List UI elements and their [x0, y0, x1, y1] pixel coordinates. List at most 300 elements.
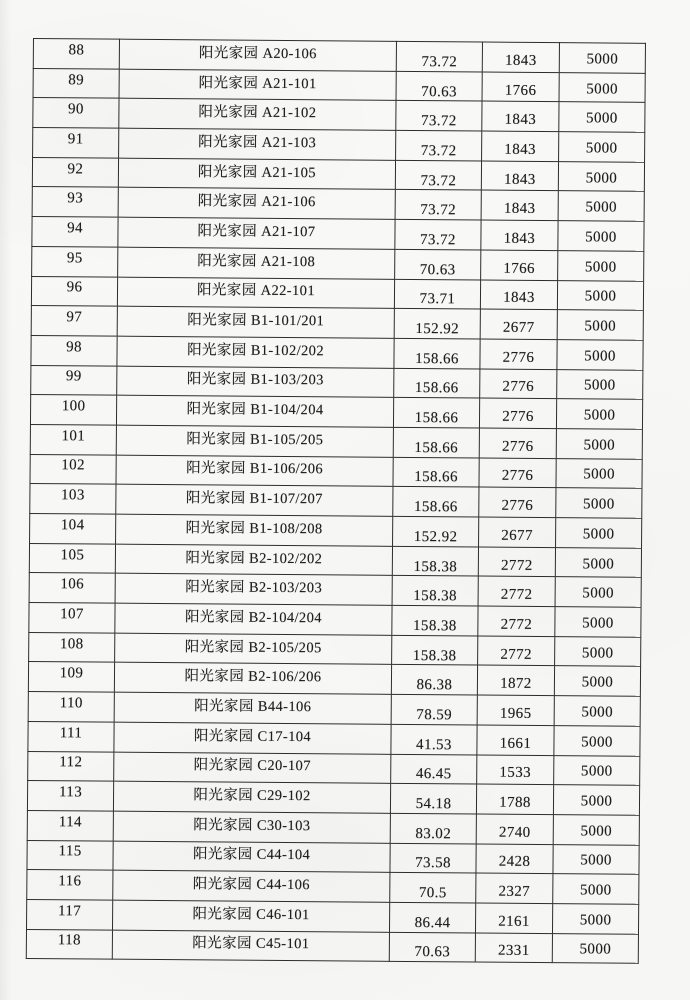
amount-value-cell — [553, 874, 639, 904]
price-value-cell-text: 1872 — [500, 675, 532, 693]
unit-name-cell — [116, 455, 393, 487]
row-number-cell — [29, 543, 115, 573]
price-value-cell — [482, 131, 559, 161]
row-number-cell — [30, 513, 116, 543]
table-row — [27, 870, 639, 904]
amount-value-cell-text: 5000 — [584, 258, 617, 276]
row-number-cell-text: 111 — [59, 724, 83, 742]
price-value-cell — [476, 814, 553, 844]
amount-value-cell-text: 5000 — [581, 733, 613, 751]
unit-name-cell — [119, 69, 396, 101]
amount-value-cell-text: 5000 — [579, 941, 612, 959]
area-value-cell — [396, 41, 482, 71]
row-number-cell-text: 89 — [68, 71, 85, 88]
price-value-cell — [479, 458, 556, 488]
amount-value-cell-text: 5000 — [580, 793, 613, 810]
area-value-cell-text: 73.72 — [420, 113, 457, 130]
area-value-cell-text: 41.53 — [416, 736, 452, 753]
amount-value-cell-text: 5000 — [585, 199, 618, 216]
area-value-cell-text: 70.63 — [421, 83, 458, 100]
area-value-cell — [392, 605, 478, 635]
table-row — [31, 335, 643, 369]
amount-value-cell-text: 5000 — [579, 912, 612, 929]
table-row — [31, 306, 643, 340]
amount-value-cell — [559, 43, 645, 73]
table-row — [27, 781, 639, 815]
area-value-cell-text: 158.66 — [414, 469, 458, 486]
price-value-cell — [478, 636, 555, 666]
amount-value-cell-text: 5000 — [582, 615, 614, 632]
area-value-cell-text: 73.58 — [415, 855, 451, 872]
row-number-cell — [32, 246, 118, 276]
price-value-cell — [481, 161, 558, 191]
area-value-cell — [392, 546, 478, 576]
unit-name-cell-text: 阳光家园 B2-106/206 — [184, 668, 322, 686]
unit-name-cell — [113, 841, 390, 873]
unit-name-cell-text: 阳光家园 C44-104 — [192, 846, 311, 864]
row-number-cell-text: 117 — [58, 903, 82, 920]
amount-value-cell — [557, 369, 643, 399]
area-value-cell — [393, 398, 479, 428]
price-value-cell — [475, 903, 552, 933]
area-value-cell-text: 73.72 — [419, 232, 456, 249]
amount-value-cell-text: 5000 — [584, 348, 616, 365]
unit-name-cell-text: 阳光家园 B2-103/203 — [185, 579, 323, 597]
row-number-cell — [29, 573, 115, 603]
price-value-cell — [477, 755, 554, 785]
area-value-cell-text: 86.44 — [414, 914, 451, 932]
area-value-cell-text: 78.59 — [416, 707, 453, 724]
amount-value-cell — [556, 488, 642, 518]
area-value-cell — [393, 487, 479, 517]
amount-value-cell — [554, 725, 640, 755]
area-value-cell — [395, 160, 481, 190]
row-number-cell — [33, 128, 119, 158]
area-value-cell-text: 46.45 — [415, 766, 452, 783]
unit-name-cell-text: 阳光家园 B2-102/202 — [185, 549, 323, 567]
row-number-cell-text: 100 — [61, 398, 86, 415]
price-value-cell-text: 2772 — [500, 557, 533, 574]
unit-name-cell-text: 阳光家园 B1-103/203 — [186, 371, 324, 389]
row-number-cell — [30, 395, 116, 425]
area-value-cell — [391, 724, 477, 754]
amount-value-cell — [556, 458, 642, 488]
unit-name-cell — [117, 277, 394, 309]
row-number-cell — [28, 662, 114, 692]
unit-name-cell-text: 阳光家园 A21-106 — [197, 193, 316, 211]
amount-value-cell-text: 5000 — [585, 140, 618, 157]
price-value-cell — [479, 398, 556, 428]
row-number-cell — [33, 68, 119, 98]
row-number-cell — [27, 870, 113, 900]
price-value-cell — [476, 844, 553, 874]
amount-value-cell-text: 5000 — [583, 437, 616, 454]
row-number-cell-text: 101 — [61, 428, 86, 445]
amount-value-cell-text: 5000 — [582, 496, 615, 513]
price-value-cell-text: 1843 — [504, 111, 537, 129]
unit-name-cell-text: 阳光家园 B1-108/208 — [185, 520, 323, 538]
unit-name-cell — [117, 366, 394, 398]
area-value-cell — [396, 101, 482, 131]
row-number-cell — [28, 721, 114, 751]
unit-name-cell — [116, 425, 393, 457]
row-number-cell — [28, 751, 114, 781]
amount-value-cell-text: 5000 — [583, 377, 616, 394]
area-value-cell-text: 73.72 — [420, 172, 457, 189]
row-number-cell-text: 99 — [65, 368, 82, 385]
price-value-cell-text: 2776 — [501, 438, 534, 455]
row-number-cell — [33, 39, 119, 69]
table-row — [30, 513, 642, 547]
amount-value-cell — [555, 607, 641, 637]
area-value-cell — [394, 368, 480, 398]
price-value-cell — [477, 695, 554, 725]
row-number-cell — [30, 424, 116, 454]
table-row — [28, 721, 640, 755]
table-row — [33, 98, 645, 132]
amount-value-cell — [559, 102, 645, 132]
amount-value-cell — [553, 844, 639, 874]
row-number-cell — [27, 781, 113, 811]
amount-value-cell — [554, 696, 640, 726]
amount-value-cell-text: 5000 — [585, 229, 617, 246]
unit-name-cell — [118, 188, 395, 220]
unit-name-cell — [114, 663, 391, 695]
amount-value-cell-text: 5000 — [584, 288, 617, 305]
row-number-cell-text: 94 — [67, 220, 83, 237]
unit-name-cell-text: 阳光家园 B1-107/207 — [185, 490, 323, 508]
unit-name-cell — [117, 336, 394, 368]
price-value-cell — [482, 101, 559, 131]
area-value-cell-text: 158.38 — [413, 588, 458, 605]
row-number-cell — [30, 484, 116, 514]
row-number-cell-text: 113 — [58, 784, 83, 801]
amount-value-cell — [555, 636, 641, 666]
table-row — [33, 128, 645, 162]
row-number-cell — [29, 603, 115, 633]
unit-name-cell — [118, 247, 395, 279]
unit-name-cell-text: 阳光家园 C20-107 — [193, 757, 311, 775]
area-value-cell — [394, 338, 480, 368]
amount-value-cell — [552, 933, 638, 963]
area-value-cell-text: 158.66 — [414, 410, 459, 427]
table-row — [29, 603, 641, 637]
amount-value-cell-text: 5000 — [581, 644, 614, 662]
amount-value-cell-text: 5000 — [586, 110, 618, 127]
area-value-cell — [389, 902, 475, 932]
price-value-cell-text: 1843 — [504, 52, 537, 69]
area-value-cell-text: 158.38 — [413, 558, 458, 575]
area-value-cell — [390, 813, 476, 843]
row-number-cell-text: 107 — [60, 606, 84, 623]
price-value-cell-text: 2772 — [500, 586, 533, 604]
amount-value-cell — [556, 429, 642, 459]
unit-price-table — [26, 38, 646, 964]
unit-name-cell — [115, 574, 392, 606]
area-value-cell — [392, 576, 478, 606]
area-value-cell-text: 158.38 — [413, 617, 457, 635]
unit-name-cell — [118, 158, 395, 190]
unit-name-cell-text: 阳光家园 C30-103 — [193, 817, 311, 834]
price-value-cell — [479, 428, 556, 458]
amount-value-cell — [558, 250, 644, 280]
amount-value-cell-text: 5000 — [584, 318, 617, 335]
unit-name-cell-text: 阳光家园 C29-102 — [193, 787, 311, 805]
unit-name-cell — [118, 217, 395, 249]
amount-value-cell-text: 5000 — [580, 852, 612, 869]
unit-name-cell — [113, 870, 390, 902]
row-number-cell — [28, 692, 114, 722]
unit-name-cell-text: 阳光家园 C46-101 — [192, 906, 310, 923]
unit-name-cell-text: 阳光家园 B1-106/206 — [186, 460, 324, 478]
area-value-cell-text: 158.66 — [415, 350, 459, 368]
table-row — [32, 157, 644, 191]
row-number-cell-text: 115 — [58, 843, 82, 860]
price-value-cell-text: 1766 — [504, 82, 537, 99]
price-value-cell — [478, 576, 555, 606]
unit-name-cell-text: 阳光家园 A20-106 — [198, 45, 317, 63]
price-value-cell-text: 1766 — [503, 260, 536, 277]
amount-value-cell — [552, 904, 638, 934]
unit-name-cell — [116, 484, 393, 516]
price-value-cell — [480, 339, 557, 369]
amount-value-cell — [557, 340, 643, 370]
area-value-cell — [389, 932, 475, 962]
price-value-cell-text: 1843 — [504, 141, 536, 158]
unit-name-cell-text: 阳光家园 A21-101 — [198, 74, 317, 92]
area-value-cell — [395, 190, 481, 220]
table-row — [26, 929, 638, 963]
row-number-cell-text: 112 — [59, 754, 83, 771]
price-value-cell-text: 2161 — [498, 913, 530, 930]
unit-name-cell — [115, 633, 392, 665]
table-row — [30, 424, 642, 458]
table-row — [29, 543, 641, 577]
area-value-cell — [396, 130, 482, 160]
table-row — [27, 810, 639, 844]
amount-value-cell-text: 5000 — [580, 763, 613, 780]
price-value-cell — [476, 873, 553, 903]
unit-name-cell-text: 阳光家园 A21-108 — [197, 252, 316, 270]
area-value-cell-text: 70.63 — [419, 261, 456, 278]
table-row — [28, 751, 640, 785]
row-number-cell-text: 102 — [61, 457, 86, 474]
unit-name-cell-text: 阳光家园 A21-107 — [197, 223, 316, 241]
unit-name-cell — [115, 544, 392, 576]
amount-value-cell — [556, 399, 642, 429]
unit-name-cell-text: 阳光家园 C44-106 — [192, 876, 311, 894]
table-row — [30, 395, 642, 429]
price-value-cell-text: 1965 — [499, 705, 532, 722]
amount-value-cell — [558, 191, 644, 221]
amount-value-cell-text: 5000 — [583, 466, 615, 484]
row-number-cell-text: 110 — [59, 695, 83, 712]
unit-name-cell — [113, 781, 390, 813]
area-value-cell — [391, 754, 477, 784]
unit-name-cell-text: 阳光家园 B1-101/201 — [187, 312, 325, 330]
row-number-cell-text: 114 — [58, 813, 82, 831]
area-value-cell — [395, 219, 481, 249]
unit-name-cell-text: 阳光家园 A22-101 — [196, 282, 316, 300]
amount-value-cell-text: 5000 — [581, 704, 614, 721]
row-number-cell-text: 95 — [66, 249, 83, 267]
table-row — [32, 187, 644, 221]
price-value-cell — [476, 784, 553, 814]
unit-name-cell-text: 阳光家园 C45-101 — [192, 935, 310, 953]
row-number-cell — [26, 929, 112, 959]
price-value-cell-text: 1843 — [503, 230, 536, 247]
row-number-cell-text: 104 — [60, 517, 85, 534]
unit-name-cell — [116, 395, 393, 427]
area-value-cell — [393, 516, 479, 546]
amount-value-cell-text: 5000 — [583, 407, 616, 424]
price-value-cell-text: 1843 — [503, 290, 535, 307]
unit-name-cell-text: 阳光家园 B1-104/204 — [186, 401, 324, 419]
price-value-cell — [482, 72, 559, 102]
price-value-cell-text: 2776 — [502, 349, 535, 366]
amount-value-cell-text: 5000 — [586, 51, 619, 68]
amount-value-cell-text: 5000 — [582, 585, 615, 602]
price-value-cell-text: 2327 — [498, 883, 531, 901]
unit-name-cell — [119, 39, 396, 71]
area-value-cell — [391, 694, 477, 724]
row-number-cell-text: 105 — [60, 546, 85, 563]
amount-value-cell — [555, 577, 641, 607]
row-number-cell-text: 118 — [57, 932, 82, 949]
table-row — [28, 692, 640, 726]
area-value-cell — [393, 457, 479, 487]
row-number-cell-text: 88 — [68, 42, 85, 59]
price-value-cell-text: 1661 — [499, 735, 532, 752]
area-value-cell — [392, 635, 478, 665]
table-row — [33, 68, 645, 102]
area-value-cell — [390, 843, 476, 873]
area-value-cell — [391, 665, 477, 695]
row-number-cell-text: 97 — [66, 309, 83, 326]
price-value-cell — [478, 606, 555, 636]
row-number-cell — [29, 632, 115, 662]
area-value-cell — [390, 784, 476, 814]
row-number-cell-text: 108 — [59, 635, 84, 653]
price-value-cell-text: 2740 — [498, 824, 531, 841]
row-number-cell — [31, 276, 117, 306]
table-row — [32, 246, 644, 280]
area-value-cell-text: 158.38 — [412, 647, 457, 664]
area-value-cell-text: 73.72 — [421, 53, 458, 71]
table-row — [30, 484, 642, 518]
area-value-cell-text: 73.71 — [419, 291, 456, 308]
unit-name-cell — [116, 514, 393, 546]
price-value-cell-text: 2677 — [501, 527, 533, 544]
unit-name-cell-text: 阳光家园 A21-102 — [198, 104, 317, 122]
area-value-cell — [393, 427, 479, 457]
price-value-cell-text: 2776 — [501, 468, 534, 485]
price-value-cell-text: 2772 — [500, 616, 533, 633]
area-value-cell — [394, 279, 480, 309]
unit-name-cell-text: 阳光家园 C17-104 — [193, 727, 312, 745]
unit-name-cell-text: 阳光家园 A21-105 — [197, 163, 316, 181]
row-number-cell-text: 90 — [67, 101, 84, 118]
row-number-cell — [27, 840, 113, 870]
price-value-cell — [477, 725, 554, 755]
row-number-cell — [30, 454, 116, 484]
price-value-cell — [482, 42, 559, 72]
unit-name-cell — [114, 752, 391, 784]
price-value-cell — [481, 250, 558, 280]
amount-value-cell — [557, 310, 643, 340]
row-number-cell — [31, 306, 117, 336]
area-value-cell-text: 152.92 — [415, 321, 460, 338]
amount-value-cell-text: 5000 — [581, 674, 614, 691]
area-value-cell — [394, 309, 480, 339]
row-number-cell-text: 109 — [59, 665, 84, 682]
amount-value-cell-text: 5000 — [585, 169, 618, 187]
area-value-cell-text: 158.66 — [414, 380, 459, 397]
area-value-cell — [395, 249, 481, 279]
unit-name-cell — [115, 603, 392, 635]
row-number-cell-text: 96 — [66, 279, 83, 296]
amount-value-cell-text: 5000 — [582, 526, 615, 543]
area-value-cell — [390, 873, 476, 903]
price-value-cell — [481, 220, 558, 250]
row-number-cell-text: 98 — [66, 338, 83, 356]
amount-value-cell — [558, 161, 644, 191]
amount-value-cell — [553, 814, 639, 844]
unit-name-cell-text: 阳光家园 A21-103 — [198, 134, 317, 152]
unit-name-cell-text: 阳光家园 B1-102/202 — [187, 341, 325, 360]
area-value-cell-text: 158.66 — [413, 499, 458, 516]
row-number-cell — [32, 157, 118, 187]
amount-value-cell — [559, 132, 645, 162]
amount-value-cell — [559, 72, 645, 102]
table-row — [28, 662, 640, 696]
table-row — [31, 365, 643, 399]
row-number-cell-text: 103 — [60, 487, 85, 504]
unit-name-cell — [112, 930, 389, 962]
area-value-cell-text: 70.5 — [418, 885, 447, 902]
row-number-cell-text: 92 — [67, 160, 84, 177]
amount-value-cell-text: 5000 — [580, 823, 613, 840]
price-value-cell — [477, 665, 554, 695]
row-number-cell-text: 116 — [58, 873, 82, 890]
unit-name-cell — [114, 692, 391, 724]
price-value-cell-text: 2428 — [498, 854, 531, 871]
price-value-cell — [479, 487, 556, 517]
price-value-cell-text: 2331 — [497, 943, 530, 960]
area-value-cell — [396, 71, 482, 101]
unit-name-cell — [119, 99, 396, 131]
price-table-body — [26, 39, 645, 964]
price-value-cell — [480, 369, 557, 399]
amount-value-cell-text: 5000 — [582, 555, 615, 573]
table-row — [27, 899, 639, 933]
unit-name-cell-text: 阳光家园 B2-105/205 — [184, 638, 322, 656]
price-value-cell-text: 1843 — [503, 200, 536, 218]
area-value-cell-text: 70.63 — [414, 944, 451, 961]
unit-name-cell — [119, 128, 396, 160]
row-number-cell-text: 91 — [67, 131, 84, 148]
amount-value-cell — [553, 785, 639, 815]
table-row — [27, 840, 639, 874]
unit-name-cell-text: 阳光家园 B2-104/204 — [184, 609, 322, 627]
price-value-cell-text: 2776 — [502, 379, 535, 396]
price-value-cell — [479, 517, 556, 547]
price-value-cell-text: 2677 — [502, 319, 535, 336]
price-value-cell — [475, 933, 552, 963]
area-value-cell-text: 86.38 — [416, 677, 453, 694]
price-value-cell — [481, 190, 558, 220]
area-value-cell-text: 73.72 — [420, 142, 457, 160]
